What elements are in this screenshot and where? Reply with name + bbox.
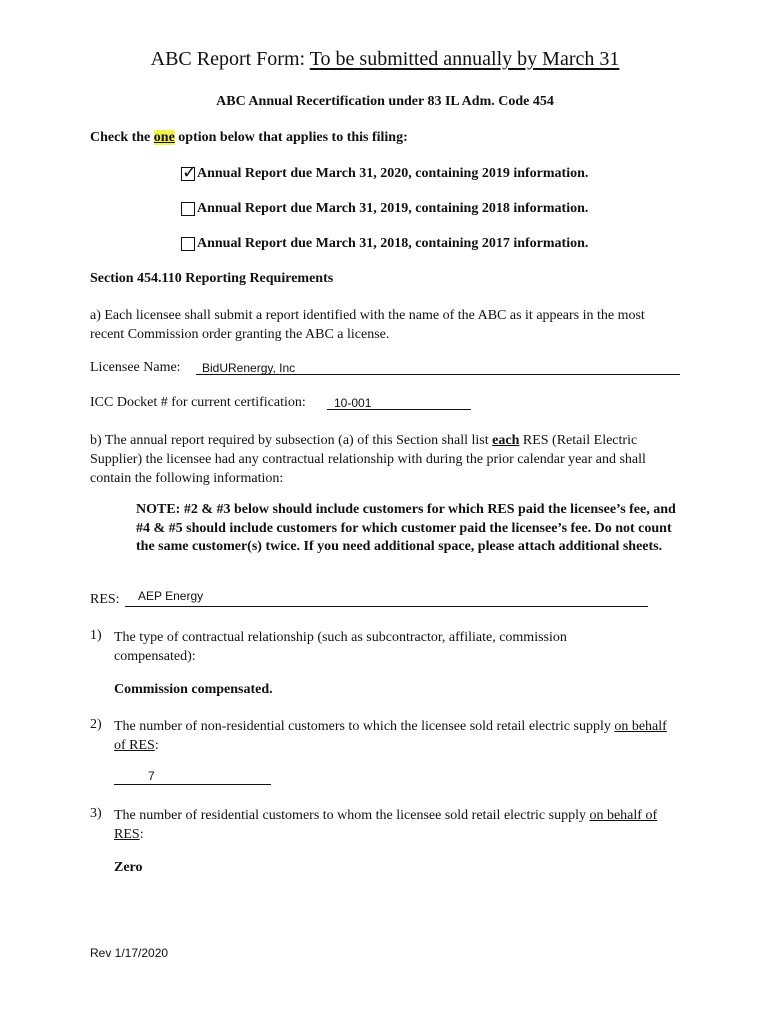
checkbox-2019[interactable] [181, 202, 195, 216]
item-3-number: 3) [90, 806, 102, 821]
item-2-question: The number of non-residential customers to which the licensee sold retail electric supply on behalf of RES: [114, 719, 667, 753]
item-1-answer: Commission compensated. [114, 682, 273, 697]
checkbox-2020[interactable] [181, 162, 198, 183]
paragraph-b: b) The annual report required by subsection (a) of this Section shall list each RES (Retail Electric Supplier) the licensee had any contractual relationship with during the prior calendar year and shall contain the following information: [90, 433, 646, 486]
res-field[interactable]: AEP Energy [138, 589, 204, 603]
item-2-line [114, 784, 271, 785]
checkmark-icon: ✓ [182, 162, 198, 183]
docket-label: ICC Docket # for current certification: [90, 395, 306, 410]
item-3-question: The number of residential customers to whom the licensee sold retail electric supply on behalf of RES: [114, 808, 658, 842]
option-2020[interactable]: ✓ Annual Report due March 31, 2020, containing 2019 information. [182, 162, 589, 183]
licensee-field[interactable]: BidURenergy, Inc [202, 361, 296, 375]
res-label: RES: [90, 592, 120, 607]
checkbox-2018[interactable] [181, 237, 195, 251]
note-text: NOTE: #2 & #3 below should include customers for which RES paid the licensee’s fee, and #4 & #5 should include customers for which customer paid the licensee’s fee. Do not count the same customer(s) twice. If you need additional space, please attach additional sheets. [136, 502, 676, 554]
item-2-field[interactable]: 7 [148, 769, 155, 783]
item-1-number: 1) [90, 628, 102, 643]
paragraph-a: a) Each licensee shall submit a report identified with the name of the ABC as it appears in the most recent Commission order granting the ABC a license. [90, 308, 645, 342]
licensee-label: Licensee Name: [90, 360, 181, 375]
instruction-text: Check the one option below that applies to this filing: [90, 130, 408, 145]
item-3-answer: Zero [114, 860, 143, 875]
page-title: ABC Report Form: To be submitted annually by March 31 [150, 48, 620, 70]
res-line [125, 606, 648, 607]
section-heading: Section 454.110 Reporting Requirements [90, 271, 334, 286]
docket-field[interactable]: 10-001 [334, 396, 372, 410]
item-1-question: The type of contractual relationship (such as subcontractor, affiliate, commission compensated): [114, 630, 567, 664]
item-2-number: 2) [90, 717, 102, 732]
revision-footer: Rev 1/17/2020 [90, 946, 169, 960]
option-2019[interactable]: Annual Report due March 31, 2019, containing 2018 information. [181, 201, 588, 217]
option-2018[interactable]: Annual Report due March 31, 2018, containing 2017 information. [181, 236, 588, 252]
page-subtitle: ABC Annual Recertification under 83 IL Adm. Code 454 [216, 94, 554, 109]
